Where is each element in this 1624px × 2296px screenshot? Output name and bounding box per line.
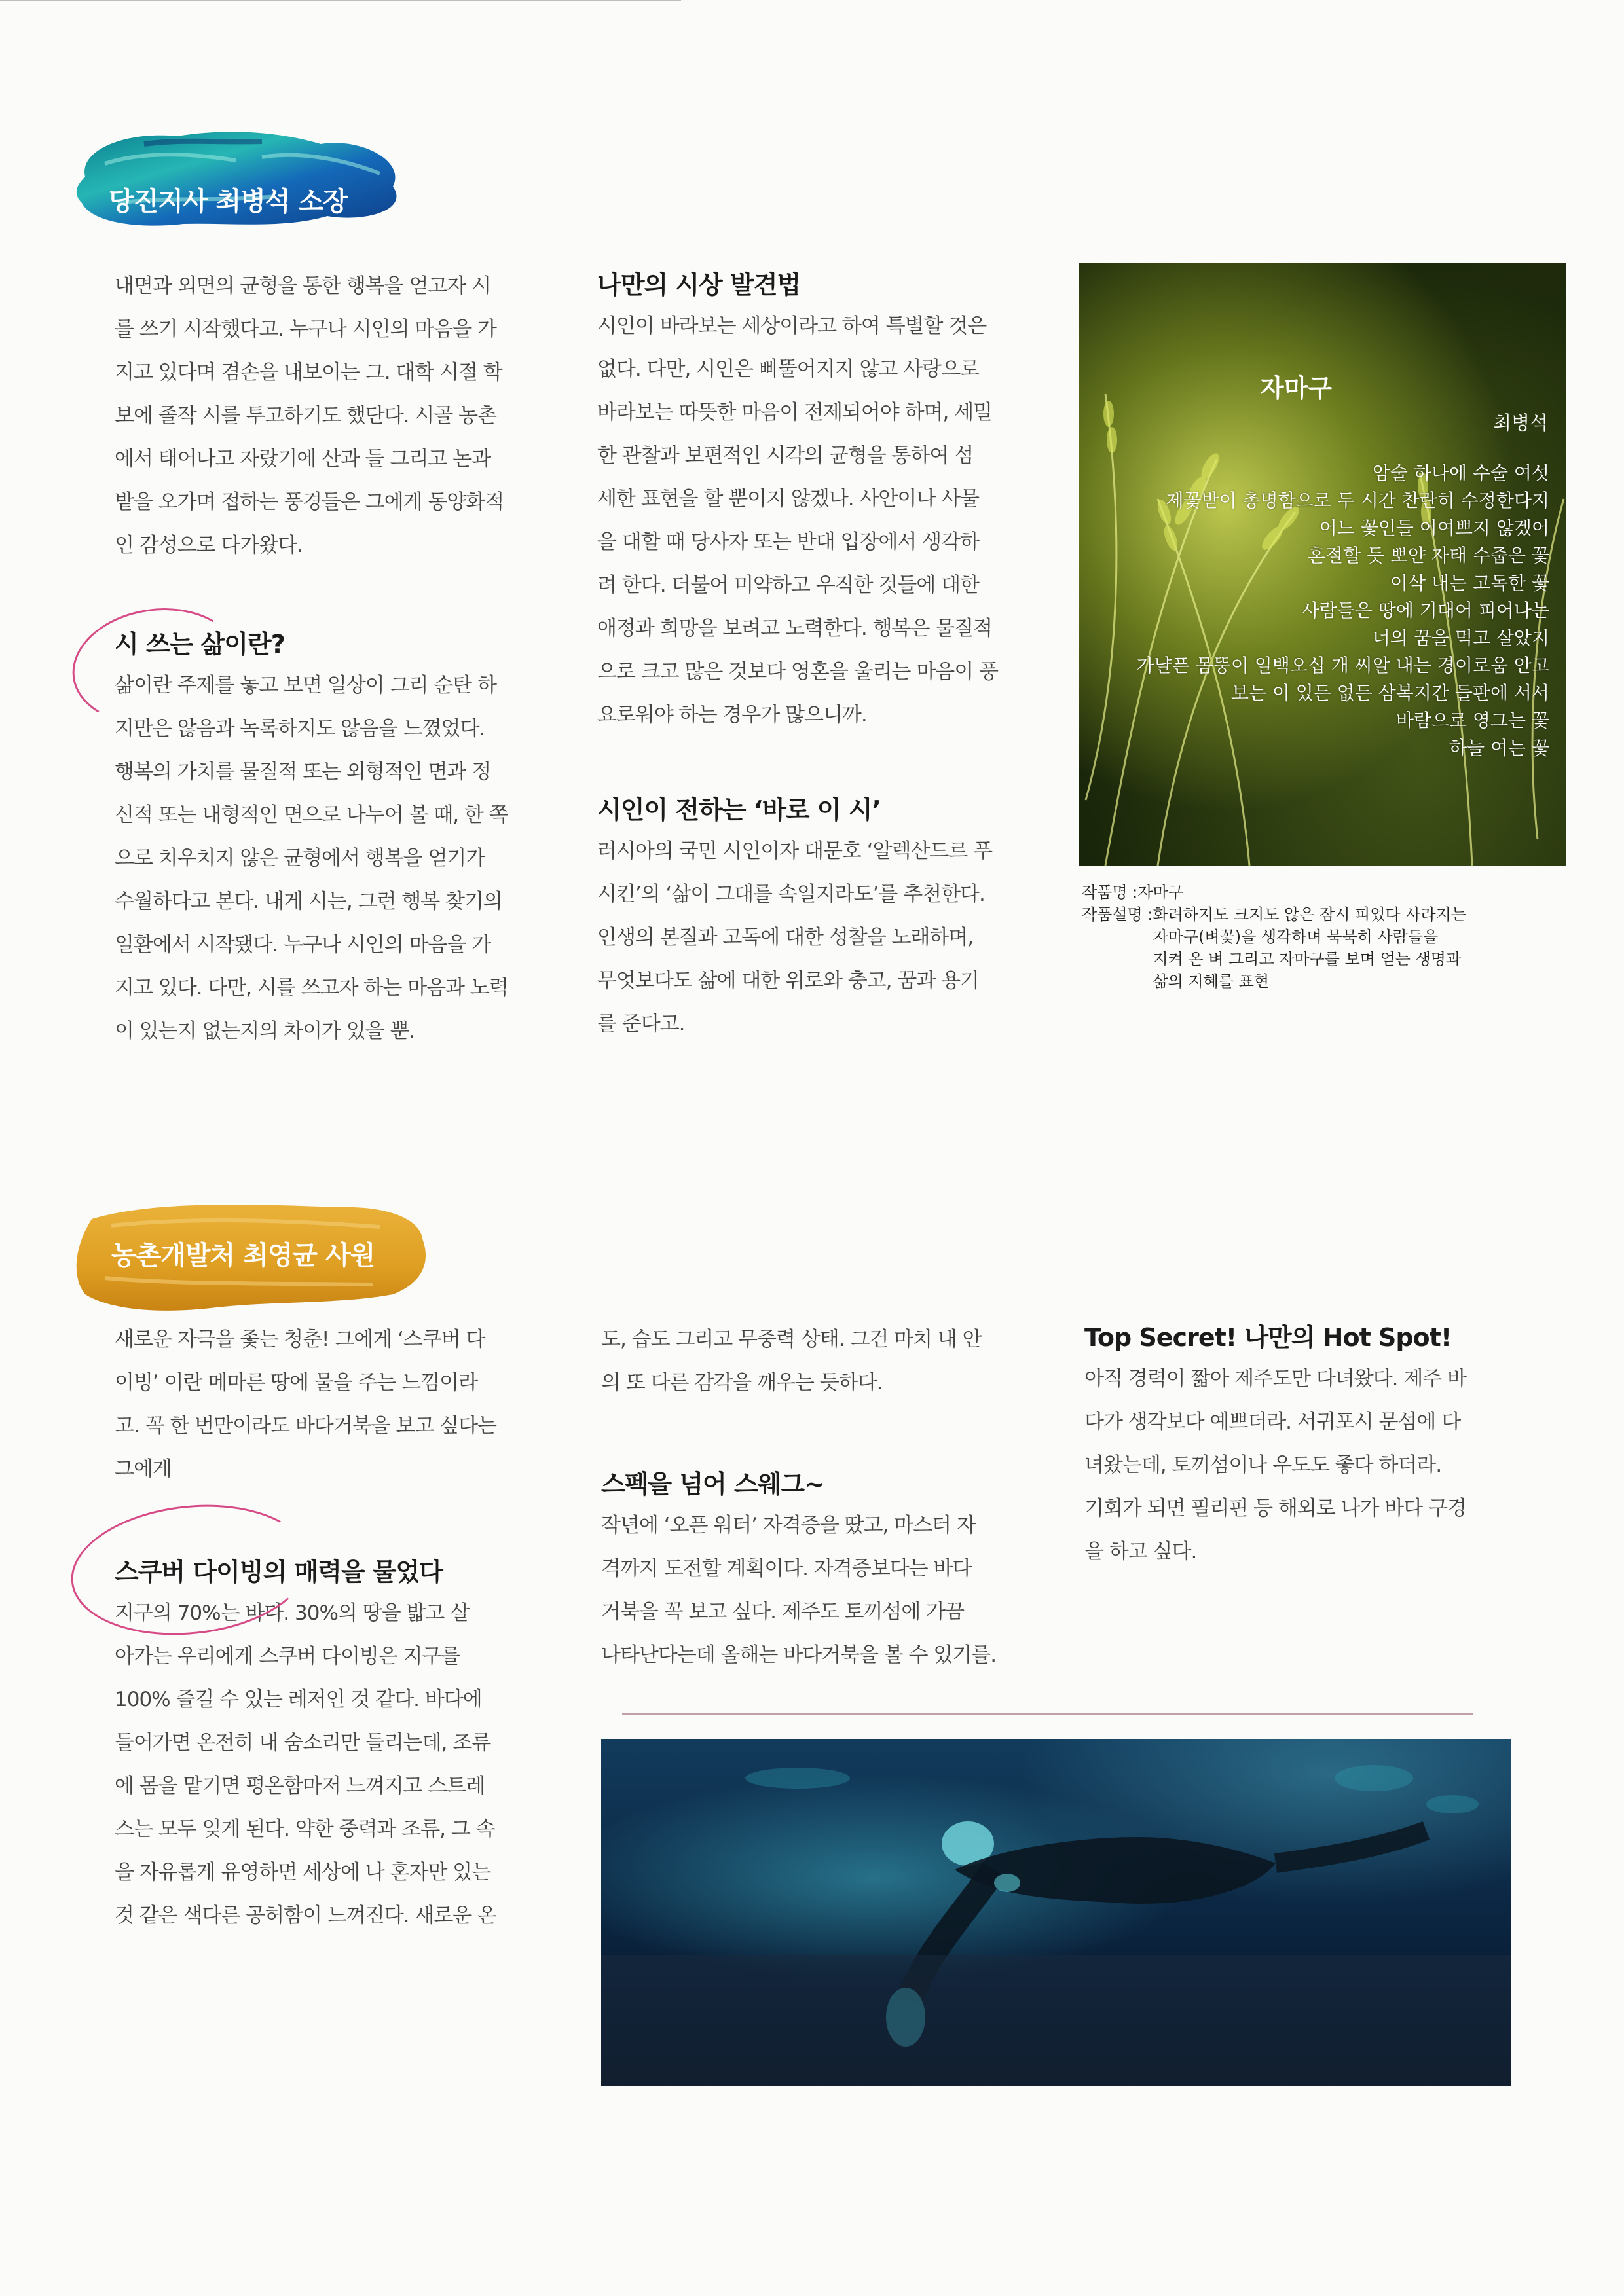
caption-desc-row <box>1082 903 1579 993</box>
text-line: 지만은 않음과 녹록하지도 않음을 느꼈었다. <box>115 717 485 740</box>
artwork-caption <box>1082 881 1579 993</box>
text-line: 다가 생각보다 예쁘더라. 서귀포시 문섬에 다 <box>1084 1410 1461 1434</box>
text-line: 거북을 꼭 보고 싶다. 제주도 토끼섬에 가끔 <box>601 1600 965 1624</box>
text-line: 나타난다는데 올해는 바다거북을 볼 수 있기를. <box>601 1643 997 1667</box>
text-line: 일환에서 시작됐다. 누구나 시인의 마음을 가 <box>115 933 491 957</box>
text-line: 을 하고 싶다. <box>1084 1540 1197 1563</box>
text-line: 행복의 가치를 물질적 또는 외형적인 면과 정 <box>115 760 491 784</box>
scuba-diver-photo <box>601 1739 1511 2086</box>
text-line: 100% 즐길 수 있는 레저인 것 같다. 바다에 <box>115 1688 482 1711</box>
text-line: 려 한다. 더불어 미약하고 우직한 것들에 대한 <box>597 574 980 597</box>
section2-label: 농촌개발처 최영균 사원 <box>111 1241 375 1271</box>
text-line: 인생의 본질과 고독에 대한 성찰을 노래하며, <box>597 926 974 949</box>
poem-line: 암술 하나에 수술 여섯 <box>1372 462 1549 484</box>
section1-q3-body <box>597 829 1029 1046</box>
text-line: 아가는 우리에게 스쿠버 다이빙은 지구를 <box>115 1645 460 1668</box>
text-line: 작년에 ‘오픈 워터’ 자격증을 땄고, 마스터 자 <box>601 1514 976 1537</box>
section2-q1-continued <box>601 1318 1033 1404</box>
text-line: 밭을 오가며 접하는 풍경들은 그에게 동양화적 <box>115 490 504 514</box>
text-line: 지구의 70%는 바다. 30%의 땅을 밟고 살 <box>115 1601 470 1625</box>
caption-desc-label: 작품설명 : <box>1082 905 1153 924</box>
section2-q3-heading: Top Secret! 나만의 Hot Spot! <box>1084 1323 1452 1352</box>
poem-line: 이삭 내는 고독한 꽃 <box>1390 572 1549 594</box>
section1-intro <box>115 264 547 567</box>
poem-line: 보는 이 있든 없든 삼복지간 들판에 서서 <box>1230 682 1549 704</box>
text-line: 러시아의 국민 시인이자 대문호 ‘알렉산드르 푸 <box>597 839 993 863</box>
text-line: 을 자유롭게 유영하면 세상에 나 혼자만 있는 <box>115 1861 491 1884</box>
poem-line: 하늘 여는 꽃 <box>1449 737 1549 759</box>
diver-silhouette-illustration <box>601 1739 1511 2086</box>
section1-q1-body <box>115 664 547 1053</box>
section2-q2-body <box>601 1504 1033 1677</box>
poem-photo-rice-field <box>1079 263 1566 866</box>
section2-q2-heading: 스펙을 넘어 스웨그~ <box>601 1470 824 1499</box>
poem-line: 바람으로 영그는 꽃 <box>1395 710 1549 731</box>
text-line: 으로 크고 많은 것보다 영혼을 울리는 마음이 풍 <box>597 660 998 683</box>
caption-name-value: 자마구 <box>1137 883 1183 902</box>
poem-title: 자마구 <box>1260 374 1333 403</box>
caption-desc-line: 화려하지도 크지도 않은 잠시 피었다 사라지는 <box>1153 905 1467 924</box>
text-line: 신적 또는 내형적인 면으로 나누어 볼 때, 한 쪽 <box>115 803 508 827</box>
text-line: 에 몸을 맡기면 평온함마저 느껴지고 스트레 <box>115 1774 485 1798</box>
text-line: 없다. 다만, 시인은 삐뚤어지지 않고 사랑으로 <box>597 357 980 381</box>
text-line: 보에 졸작 시를 투고하기도 했단다. 시골 농촌 <box>115 404 497 428</box>
text-line: 를 쓰기 시작했다고. 누구나 시인의 마음을 가 <box>115 318 497 341</box>
section1-q1-heading: 시 쓰는 삶이란? <box>115 630 285 659</box>
section-divider <box>622 1713 1473 1715</box>
poem-lines <box>1137 460 1549 762</box>
section2-column3 <box>1084 1318 1530 1573</box>
section2-q3-body <box>1084 1357 1530 1573</box>
text-line: 시킨’의 ‘삶이 그대를 속일지라도’를 추천한다. <box>597 883 985 906</box>
text-line: 새로운 자극을 좇는 청춘! 그에게 ‘스쿠버 다 <box>115 1328 485 1351</box>
poem-line: 너의 꿈을 먹고 살았지 <box>1372 627 1549 649</box>
text-line: 를 준다고. <box>597 1012 685 1036</box>
top-rule <box>0 0 681 1</box>
text-line: 삶이란 주제를 놓고 보면 일상이 그리 순탄 하 <box>115 674 497 697</box>
text-line: 이 있는지 없는지의 차이가 있을 뿐. <box>115 1019 415 1043</box>
caption-desc-line: 지켜 온 벼 그리고 자마구를 보며 얻는 생명과 <box>1153 950 1462 968</box>
section1-q2-heading: 나만의 시상 발견법 <box>597 270 801 299</box>
poem-line: 사람들은 땅에 기대어 피어나는 <box>1301 600 1549 621</box>
text-line: 내면과 외면의 균형을 통한 행복을 얻고자 시 <box>115 274 491 298</box>
text-line: 시인이 바라보는 세상이라고 하여 특별할 것은 <box>597 314 987 338</box>
section1-q2-body <box>597 304 1029 737</box>
text-line: 의 또 다른 감각을 깨우는 듯하다. <box>601 1371 883 1394</box>
text-line: 애정과 희망을 보려고 노력한다. 행복은 물질적 <box>597 617 993 640</box>
text-line: 을 대할 때 당사자 또는 반대 입장에서 생각하 <box>597 530 980 554</box>
text-line: 한 관찰과 보편적인 시각의 균형을 통하여 섬 <box>597 444 974 467</box>
section2-q1-heading: 스쿠버 다이빙의 매력을 물었다 <box>115 1558 443 1586</box>
section2-label-badge <box>65 1186 432 1317</box>
poem-line: 가냘픈 몸뚱이 일백오십 개 씨알 내는 경이로움 안고 <box>1136 655 1549 676</box>
caption-desc-lines <box>1153 903 1466 993</box>
text-line: 아직 경력이 짧아 제주도만 다녀왔다. 제주 바 <box>1084 1367 1467 1391</box>
text-line: 들어가면 온전히 내 숨소리만 들리는데, 조류 <box>115 1731 491 1755</box>
text-line: 고. 꼭 한 번만이라도 바다거북을 보고 싶다는 <box>115 1414 497 1438</box>
poem-line: 어느 꽃인들 어여쁘지 않겠어 <box>1319 517 1549 539</box>
text-line: 격까지 도전할 계획이다. 자격증보다는 바다 <box>601 1557 972 1580</box>
section2-intro <box>115 1318 547 1491</box>
poem-author: 최병석 <box>1492 412 1548 434</box>
text-line: 기회가 되면 필리핀 등 해외로 나가 바다 구경 <box>1084 1497 1467 1520</box>
text-line: 요로워야 하는 경우가 많으니까. <box>597 703 867 727</box>
text-line: 수월하다고 본다. 내게 시는, 그런 행복 찾기의 <box>115 890 502 913</box>
text-line: 세한 표현을 할 뿐이지 않겠나. 사안이나 사물 <box>597 487 980 511</box>
section2-column2 <box>601 1318 1033 1677</box>
text-line: 으로 치우치지 않은 균형에서 행복을 얻기가 <box>115 847 485 870</box>
teal-brush-stroke <box>65 124 419 236</box>
caption-title-row <box>1082 881 1579 903</box>
text-line: 이빙’ 이란 메마른 땅에 물을 주는 느낌이라 <box>115 1371 478 1394</box>
caption-desc-line: 자마구(벼꽃)을 생각하며 묵묵히 사람들을 <box>1153 928 1439 946</box>
section2-q1-body <box>115 1592 547 1937</box>
section1-label-badge <box>65 124 419 236</box>
text-line: 도, 습도 그리고 무중력 상태. 그건 마치 내 안 <box>601 1328 982 1351</box>
section1-q3-heading: 시인이 전하는 ‘바로 이 시’ <box>597 795 881 824</box>
poem-line: 제꽃받이 총명함으로 두 시간 찬란히 수정한다지 <box>1166 490 1549 511</box>
text-line: 것 같은 색다른 공허함이 느껴진다. 새로운 온 <box>115 1904 497 1927</box>
poem-line: 혼절할 듯 뽀얀 자태 수줍은 꽃 <box>1307 545 1549 566</box>
text-line: 에서 태어나고 자랐기에 산과 들 그리고 논과 <box>115 447 491 471</box>
text-line: 그에게 <box>115 1457 172 1481</box>
caption-desc-line: 삶의 지혜를 표현 <box>1153 972 1269 991</box>
text-line: 무엇보다도 삶에 대한 위로와 충고, 꿈과 용기 <box>597 969 980 993</box>
text-line: 스는 모두 잊게 된다. 약한 중력과 조류, 그 속 <box>115 1817 495 1841</box>
section1-label: 당진지사 최병석 소장 <box>109 187 348 217</box>
text-line: 인 감성으로 다가왔다. <box>115 534 303 557</box>
caption-name-label: 작품명 : <box>1082 883 1138 902</box>
text-line: 지고 있다며 겸손을 내보이는 그. 대학 시절 학 <box>115 361 502 384</box>
text-line: 바라보는 따뜻한 마음이 전제되어야 하며, 세밀 <box>597 401 993 424</box>
section1-column2 <box>597 265 1029 1046</box>
text-line: 녀왔는데, 토끼섬이나 우도도 좋다 하더라. <box>1084 1453 1442 1477</box>
text-line: 지고 있다. 다만, 시를 쓰고자 하는 마음과 노력 <box>115 976 508 1000</box>
